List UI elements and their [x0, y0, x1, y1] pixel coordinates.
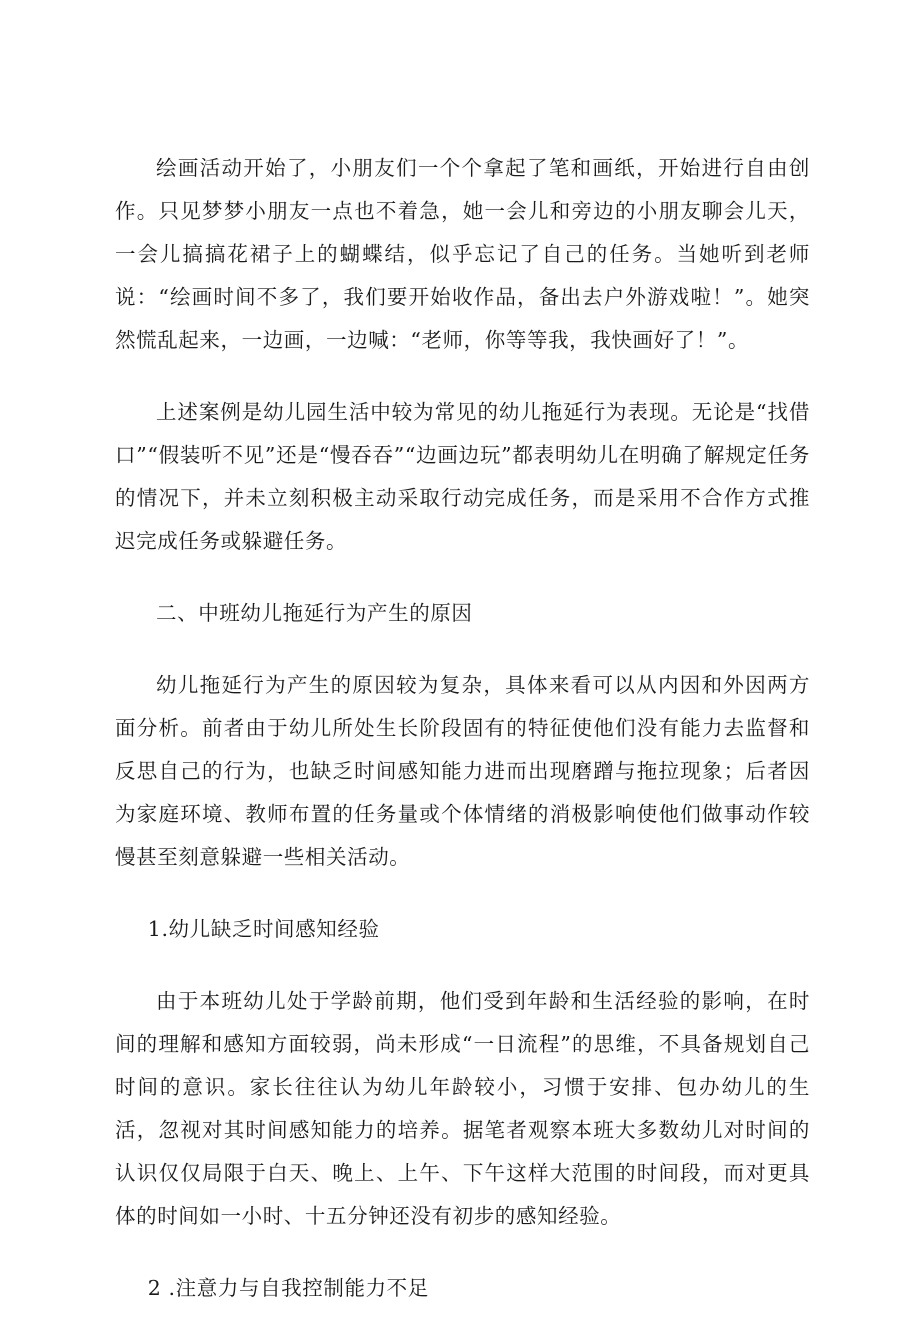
- paragraph-causes-overview: 幼儿拖延行为产生的原因较为复杂，具体来看可以从内因和外因两方面分析。前者由于幼儿所处生长阶段固有的特征使他们没有能力去监督和反思自己的行为，也缺乏时间感知能力进而出现磨蹭与拖拉现象；后者因为家庭环境、教师布置的任务量或个体情绪的消极影响使他们做事动作较慢甚至刻意躲避一些相关活动。: [115, 673, 810, 869]
- section-heading-causes: 二、中班幼儿拖延行为产生的原因: [156, 601, 473, 625]
- paragraph-case-analysis: 上述案例是幼儿园生活中较为常见的幼儿拖延行为表现。无论是“找借口”“假装听不见”还是“慢吞吞”“边画边玩”都表明幼儿在明确了解规定任务的情况下，并未立刻积极主动采取行动完成任务，而是采用不合作方式推迟完成任务或躲避任务。: [115, 400, 810, 553]
- subheading-attention-self-control: 2 .注意力与自我控制能力不足: [147, 1276, 429, 1300]
- paragraph-case-description: 绘画活动开始了，小朋友们一个个拿起了笔和画纸，开始进行自由创作。只见梦梦小朋友一点也不着急，她一会儿和旁边的小朋友聊会儿天，一会儿搞搞花裙子上的蝴蝶结，似乎忘记了自己的任务。当她听到老师说：“绘画时间不多了，我们要开始收作品，备出去户外游戏啦！”。她突然慌乱起来，一边画，一边喊：“老师，你等等我，我快画好了！”。: [115, 156, 810, 352]
- paragraph-time-perception: 由于本班幼儿处于学龄前期，他们受到年龄和生活经验的影响，在时间的理解和感知方面较弱，尚未形成“一日流程”的思维，不具备规划自己时间的意识。家长往往认为幼儿年龄较小，习惯于安排、包办幼儿的生活，忽视对其时间感知能力的培养。据笔者观察本班大多数幼儿对时间的认识仅仅局限于白天、晚上、上午、下午这样大范围的时间段，而对更具体的时间如一小时、十五分钟还没有初步的感知经验。: [115, 989, 810, 1228]
- subheading-time-perception: 1.幼儿缺乏时间感知经验: [147, 917, 380, 941]
- document-body: [115, 147, 810, 1339]
